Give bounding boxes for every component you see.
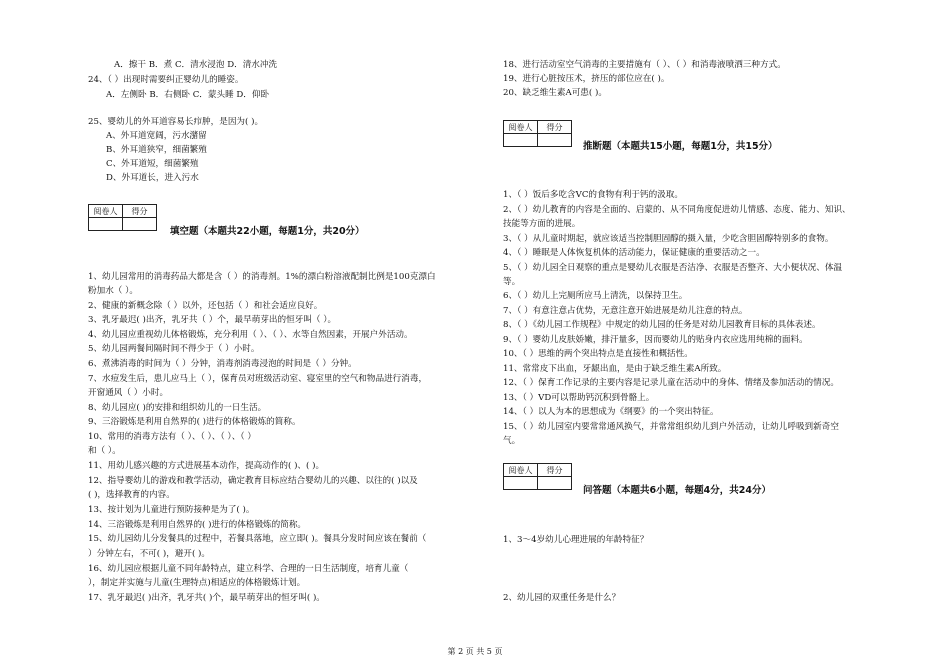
- grader-cell: [504, 477, 538, 490]
- fill-question-line: 2、健康的新概念除（ ）以外，还包括（ ）和社会适应良好。: [88, 301, 323, 311]
- judge-question-line: 7、（ ）有意注意占优势，无意注意开始进展是幼儿注意的特点。: [503, 306, 748, 316]
- score-table-judge: [503, 120, 572, 147]
- fill-question-line: 12、指导婴幼儿的游戏和教学活动，确定教育目标应结合婴幼儿的兴趣、以往的( )以及: [88, 476, 418, 486]
- judge-question-line: 1、（ ）饭后多吃含VC的食物有利于钙的汲取。: [503, 190, 683, 200]
- section-title-qa: 问答题（本题共6小题，每题4分，共24分）: [583, 485, 771, 496]
- fill-question-line: 4、幼儿园应重视幼儿体格锻炼，充分利用（ ）、（ ）、水等自然因素，开展户外活动。: [88, 330, 413, 340]
- fill-question-line: 9、三浴锻炼是利用自然界的( )进行的体格锻炼的简称。: [88, 417, 301, 427]
- q25-question: 25、婴幼儿的外耳道容易长疖肿，是因为( )。: [88, 117, 264, 127]
- judge-question-line: 10、（ ）思维的两个突出特点是直接性和概括性。: [503, 349, 693, 359]
- fill-question-line: 粉加水（ ）。: [88, 286, 138, 296]
- judge-question-line: 15、（ ）幼儿园室内要常常通风换气，并常常组织幼儿到户外活动，让幼儿呼吸到新奇空: [503, 422, 839, 432]
- grader-label: 阅卷人: [504, 464, 538, 477]
- q20-question: 20、缺乏维生素A可患( )。: [503, 88, 607, 98]
- score-label: 得分: [538, 121, 572, 134]
- fill-question-line: 10、常用的消毒方法有（ ）、（ ）、（ ）、（ ）: [88, 432, 256, 442]
- grader-cell: [504, 134, 538, 147]
- score-label: 得分: [123, 205, 157, 218]
- section-title-fill: 填空题（本题共22小题，每题1分，共20分）: [170, 226, 365, 237]
- fill-question-line: ）分钟左右，不可( )，避开( )。: [88, 549, 210, 559]
- fill-question-line: 和（ ）。: [88, 446, 121, 456]
- score-label: 得分: [538, 464, 572, 477]
- judge-question-line: 2、（ ）幼儿教育的内容是全面的、启蒙的、从不同角度促进幼儿情感、态度、能力、知识、: [503, 205, 851, 215]
- score-table-qa: [503, 463, 572, 490]
- fill-question-line: 5、幼儿园两餐间隔时间不得少于（ ）小时。: [88, 344, 260, 354]
- score-cell: [538, 134, 572, 147]
- judge-question-line: 12、（ ）保育工作记录的主要内容是记录儿童在活动中的身体、情绪及参加活动的情况。: [503, 378, 839, 388]
- fill-question-line: 14、三浴锻炼是利用自然界的( )进行的体格锻炼的简称。: [88, 520, 307, 530]
- fill-question-line: 1、幼儿园常用的消毒药品大都是含（ ）的消毒剂。1%的漂白粉溶液配制比例是100克漂白: [88, 272, 436, 282]
- fill-question-line: 7、水痘发生后，患儿应马上（ ），保育员对班级活动室、寝室里的空气和物品进行消毒，: [88, 374, 428, 384]
- page-footer: 第 2 页 共 5 页: [447, 647, 503, 656]
- score-cell: [123, 218, 157, 231]
- q25-option-a: A、外耳道宽阔，污水潴留: [106, 131, 207, 141]
- judge-question-line: 14、（ ）以人为本的思想成为《纲要》的一个突出特征。: [503, 407, 719, 417]
- q18-question: 18、进行活动室空气消毒的主要措施有（ ）、（ ）和消毒液喷洒三种方式。: [503, 60, 786, 70]
- judge-question-line: 气。: [503, 436, 521, 446]
- qa-question-1: 1、3～4岁幼儿心理进展的年龄特征？: [503, 535, 649, 545]
- q19-question: 19、进行心脏按压术，挤压的部位应在( )。: [503, 74, 670, 84]
- q23-options: A．擦干 B．煮 C．清水浸泡 D．清水冲洗: [114, 60, 278, 70]
- qa-question-2: 2、幼儿园的双重任务是什么？: [503, 593, 621, 603]
- judge-question-line: 6、（ ）幼儿上完厕所应马上清洗，以保持卫生。: [503, 291, 688, 301]
- judge-question-line: 3、（ ）从儿童时期起，就应该适当控制胆固醇的摄入量，少吃含胆固醇特别多的食物。: [503, 234, 834, 244]
- q25-option-c: C、外耳道短，细菌繁殖: [106, 159, 199, 169]
- judge-question-line: 5、（ ）幼儿园全日观察的重点是婴幼儿衣服是否洁净、衣服是否整齐、大小便状况、体温: [503, 263, 843, 273]
- fill-question-line: 8、幼儿园应( )的安排和组织幼儿的一日生活。: [88, 403, 267, 413]
- fill-question-line: 15、幼儿园幼儿分发餐具的过程中，若餐具落地，应立即( )。餐具分发时间应该在餐前（: [88, 534, 427, 544]
- grader-label: 阅卷人: [504, 121, 538, 134]
- fill-question-line: 16、幼儿园应根据儿童不同年龄特点，建立科学、合理的一日生活制度，培育儿童（: [88, 564, 409, 574]
- judge-question-line: 11、常常皮下出血，牙龈出血，是由于缺乏维生素A所致。: [503, 364, 727, 374]
- q25-option-b: B、外耳道狭窄，细菌繁殖: [106, 145, 207, 155]
- score-table-fill: [88, 204, 157, 231]
- q24-options: A．左侧卧 B．右侧卧 C．蒙头睡 D．仰卧: [106, 90, 270, 100]
- fill-question-line: ( )，选择教育的内容。: [88, 490, 175, 500]
- fill-question-line: 11、用幼儿感兴趣的方式进展基本动作，提高动作的( )、( )。: [88, 461, 325, 471]
- judge-question-line: 8、（ ）《幼儿园工作规程》中规定的幼儿园的任务是对幼儿园教育目标的具体表述。: [503, 320, 821, 330]
- score-cell: [538, 477, 572, 490]
- fill-question-line: 开窗通风（ ）小时。: [88, 388, 169, 398]
- grader-cell: [89, 218, 123, 231]
- judge-question-line: 13、（ ）VD可以帮助钙沉积到骨骼上。: [503, 393, 655, 403]
- fill-question-line: ），制定并实施与儿童(生理特点)相适应的体格锻炼计划。: [88, 578, 306, 588]
- fill-question-line: 3、乳牙最迟( )出齐，乳牙共（ ）个，最早萌芽出的恒牙叫（ ）。: [88, 315, 337, 325]
- section-title-judge: 推断题（本题共15小题，每题1分，共15分）: [583, 141, 778, 152]
- judge-question-line: 等。: [503, 277, 521, 287]
- q25-option-d: D、外耳道长，进入污水: [106, 173, 199, 183]
- fill-question-line: 13、按计划为儿童进行预防接种是为了( )。: [88, 505, 255, 515]
- judge-question-line: 9、（ ）婴幼儿皮肤娇嫩，排汗量多，因而婴幼儿的贴身内衣应选用纯棉的面料。: [503, 335, 808, 345]
- grader-label: 阅卷人: [89, 205, 123, 218]
- judge-question-line: 技能等方面的进展。: [503, 219, 581, 229]
- judge-question-line: 4、（ ）睡眠是人体恢复机体的活动能力，保证健康的重要活动之一。: [503, 248, 765, 258]
- q24-question: 24、（ ）出现时需要纠正婴幼儿的睡姿。: [88, 75, 244, 85]
- fill-question-line: 17、乳牙最迟( )出齐，乳牙共( )个，最早萌芽出的恒牙叫( )。: [88, 593, 325, 603]
- fill-question-line: 6、煮沸消毒的时间为（ ）分钟，消毒剂消毒浸泡的时间是（ ）分钟。: [88, 359, 357, 369]
